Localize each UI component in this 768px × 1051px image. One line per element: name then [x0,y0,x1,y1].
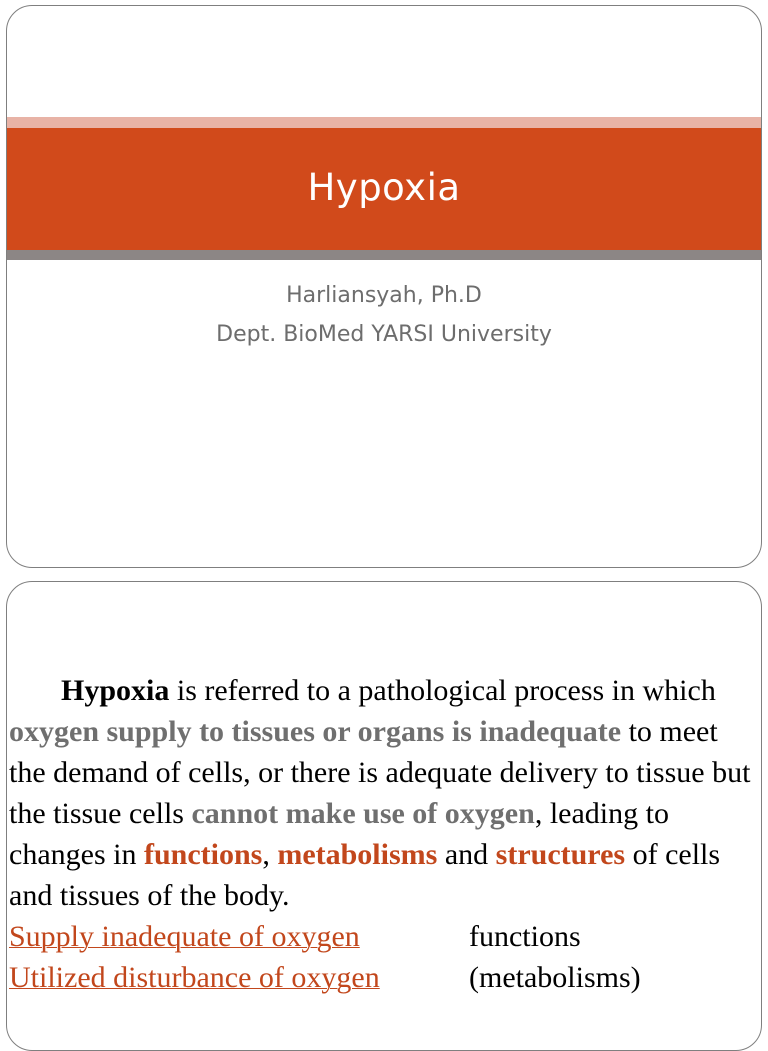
term-hypoxia: Hypoxia [61,674,170,707]
text-segment: , leading to changes in [9,797,669,871]
brace-right: ) [630,961,641,994]
title-band-top-stripe [7,117,761,128]
highlight-cannot-use-oxygen: cannot make use of oxygen [191,797,535,830]
text-segment: and [437,838,496,871]
title-slide [6,5,762,568]
highlight-metabolisms: metabolisms [277,838,438,871]
author-name: Harliansyah, Ph.D [286,283,482,308]
title-band-bottom-stripe [7,250,761,260]
highlight-supply-inadequate: oxygen supply to tissues or organs is inadequate [9,715,622,748]
author-affiliation: Dept. BioMed YARSI University [216,322,552,347]
slide-title: Hypoxia [307,166,461,209]
text-segment: is referred to a pathological process in which [169,674,716,707]
slide-subtitle [7,276,761,354]
effect-label: functions [469,920,581,953]
highlight-structures: structures [495,838,626,871]
effect-label [469,957,641,998]
text-segment: of cells and tissues of the body. [9,838,721,912]
list-item [9,957,761,998]
effect-label-text: metabolisms [479,961,631,994]
definition-paragraph [9,670,761,916]
text-segment: , [262,838,278,871]
list-item [9,916,761,957]
cause-label: Utilized disturbance of oxygen [9,961,380,994]
cause-label: Supply inadequate of oxygen [9,920,360,953]
definition-slide [6,581,762,1051]
definition-text [9,670,761,998]
text-segment: to meet the demand of cells, or there is adequate delivery to tissue but the tissue cells [9,715,751,830]
highlight-functions: functions [143,838,263,871]
brace-left: ( [469,961,479,994]
